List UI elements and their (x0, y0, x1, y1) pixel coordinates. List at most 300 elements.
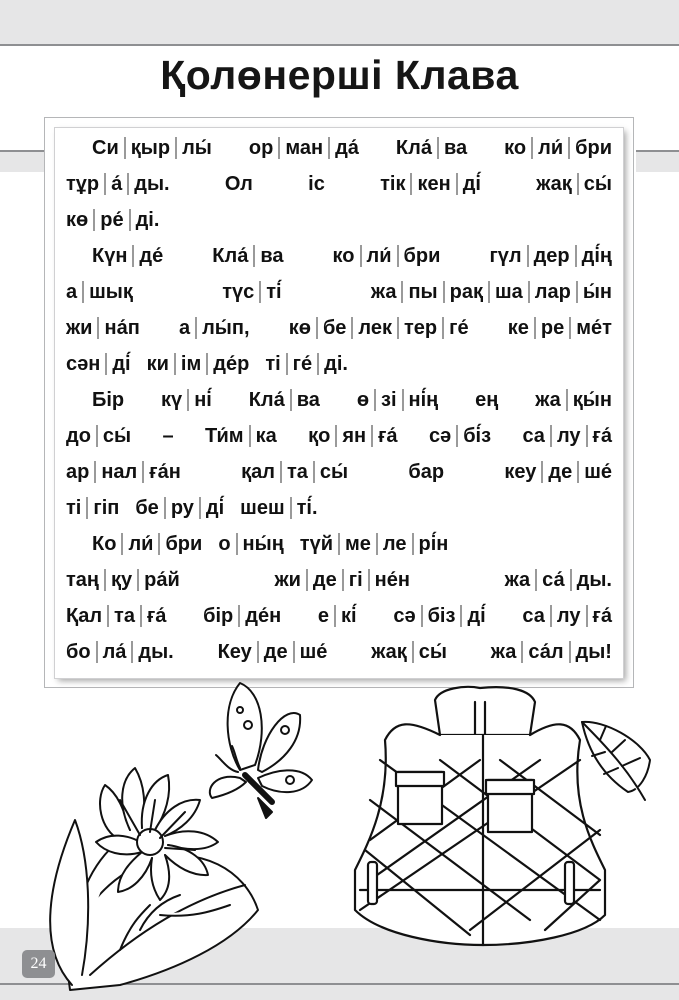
syllable: іс (308, 173, 325, 195)
syllable: дер (533, 245, 570, 267)
syllable: қу (111, 569, 133, 591)
word (522, 418, 612, 454)
syllable-divider (253, 245, 255, 267)
word (92, 526, 202, 562)
syllable: ді́ң (581, 245, 612, 267)
syllable-divider (316, 317, 318, 339)
word (408, 454, 444, 490)
text-line (66, 274, 612, 310)
word (66, 634, 174, 670)
syllable-divider (335, 425, 337, 447)
syllable: ле (382, 533, 407, 555)
page-number: 24 (22, 950, 55, 978)
word (504, 130, 612, 166)
syllable: на́п (104, 317, 140, 339)
word (508, 310, 612, 346)
syllable: ман (285, 137, 324, 159)
syllable-divider (158, 533, 160, 555)
syllable-divider (527, 245, 529, 267)
syllable-divider (94, 461, 96, 483)
syllable-divider (140, 605, 142, 627)
syllable: түй (299, 533, 333, 555)
syllable: ар (66, 461, 90, 483)
syllable: ті (66, 497, 82, 519)
syllable: сә (393, 605, 416, 627)
syllable: шеш (240, 497, 285, 519)
word (380, 166, 481, 202)
syllable-divider (96, 641, 98, 663)
syllable: ді́ (112, 353, 131, 375)
syllable: кі́ (341, 605, 357, 627)
syllable: Кла́ (395, 137, 432, 159)
syllable: Ти́м (205, 425, 244, 447)
word (161, 382, 212, 418)
syllable-divider (397, 317, 399, 339)
syllable: да́ (335, 137, 359, 159)
syllable: ы́н (582, 281, 612, 303)
syllable: ті́. (296, 497, 318, 519)
syllable-divider (127, 173, 129, 195)
syllable: Ол (224, 173, 253, 195)
syllable: қо (308, 425, 331, 447)
syllable: жи (274, 569, 301, 591)
syllable: сы́ (102, 425, 132, 447)
illustrations (0, 670, 679, 1000)
syllable-divider (374, 389, 376, 411)
syllable-divider (376, 533, 378, 555)
syllable: түс (222, 281, 255, 303)
top-rule (0, 44, 679, 46)
syllable: таң (66, 569, 99, 591)
syllable: де́н (245, 605, 282, 627)
side-band-right (636, 150, 679, 172)
syllable-divider (257, 641, 259, 663)
syllable: жи (66, 317, 93, 339)
syllable: бри (403, 245, 441, 267)
word (66, 274, 133, 310)
syllable: са (522, 605, 545, 627)
word (147, 346, 250, 382)
text-line (66, 598, 612, 634)
syllable: кү (161, 389, 183, 411)
syllable: тік (380, 173, 406, 195)
syllable: ды. (576, 569, 612, 591)
word (66, 490, 119, 526)
syllable: ді. (135, 209, 160, 231)
syllable: лы́ (182, 137, 212, 159)
word (92, 382, 124, 418)
syllable: ды. (138, 641, 174, 663)
word (203, 598, 281, 634)
syllable-divider (442, 317, 444, 339)
reading-text (66, 130, 612, 670)
word (66, 418, 131, 454)
word (241, 454, 348, 490)
text-line (66, 562, 612, 598)
word (66, 310, 140, 346)
syllable-divider (443, 281, 445, 303)
syllable: лек (358, 317, 392, 339)
syllable: ді́ (467, 605, 486, 627)
syllable: бі́з (463, 425, 492, 447)
syllable: ді́ (462, 173, 481, 195)
word (66, 166, 170, 202)
word (66, 562, 180, 598)
syllable-divider (412, 641, 414, 663)
syllable-divider (96, 425, 98, 447)
syllable-divider (397, 245, 399, 267)
word (249, 382, 320, 418)
syllable: ге́ (292, 353, 313, 375)
syllable: жақ (371, 641, 407, 663)
syllable-divider (421, 605, 423, 627)
text-line (66, 526, 612, 562)
page-title: Қолөнерші Клава (160, 52, 519, 98)
syllable-divider (456, 425, 458, 447)
syllable-divider (575, 245, 577, 267)
syllable-divider (86, 497, 88, 519)
syllable-divider (586, 605, 588, 627)
text-line (66, 346, 612, 382)
syllable: лы́п, (202, 317, 250, 339)
syllable-divider (107, 605, 109, 627)
syllable: ра́й (144, 569, 180, 591)
word (66, 598, 166, 634)
syllable: ко (504, 137, 527, 159)
syllable: ме́т (576, 317, 612, 339)
syllable: ки (146, 353, 169, 375)
syllable: – (162, 425, 174, 447)
syllable-divider (437, 137, 439, 159)
word (218, 634, 328, 670)
syllable: бір (203, 605, 234, 627)
side-band-left (0, 150, 44, 172)
word (289, 310, 469, 346)
syllable-divider (97, 317, 99, 339)
vest-drawing (355, 687, 605, 945)
syllable-divider (124, 137, 126, 159)
word (212, 238, 283, 274)
syllable: кен (417, 173, 451, 195)
syllable-divider (164, 497, 166, 519)
syllable-divider (238, 605, 240, 627)
syllable-divider (368, 569, 370, 591)
syllable: о (218, 533, 231, 555)
syllable-divider (550, 605, 552, 627)
syllable: ке (507, 317, 529, 339)
syllable: ға́ (146, 605, 167, 627)
syllable-divider (456, 173, 458, 195)
syllable-divider (576, 281, 578, 303)
syllable-divider (82, 281, 84, 303)
syllable: ні́ң (408, 389, 439, 411)
syllable: сы́ (319, 461, 349, 483)
text-line (66, 490, 612, 526)
word (357, 382, 438, 418)
syllable: сы́ (418, 641, 447, 663)
syllable: ко (332, 245, 355, 267)
word (92, 238, 163, 274)
syllable-divider (137, 569, 139, 591)
word (429, 418, 491, 454)
text-line (66, 382, 612, 418)
syllable-divider (568, 137, 570, 159)
syllable: ны́ң (242, 533, 284, 555)
syllable-divider (402, 389, 404, 411)
syllable: гіп (93, 497, 120, 519)
syllable: сы́ (583, 173, 612, 195)
syllable-divider (131, 641, 133, 663)
word (225, 166, 253, 202)
syllable-divider (338, 533, 340, 555)
syllable-divider (293, 641, 295, 663)
syllable: ды. (134, 173, 170, 195)
word (274, 562, 410, 598)
syllable-divider (401, 281, 403, 303)
word (135, 490, 224, 526)
syllable-divider (175, 137, 177, 159)
leaf-drawing (582, 722, 650, 800)
syllable-divider (306, 569, 308, 591)
word (491, 634, 612, 670)
syllable: Кла́ (248, 389, 285, 411)
syllable: Қал (66, 605, 103, 627)
word (66, 346, 131, 382)
syllable: Си (92, 137, 119, 159)
syllable: ша (494, 281, 523, 303)
syllable: ли́ (128, 533, 154, 555)
syllable-divider (236, 533, 238, 555)
syllable-divider (104, 569, 106, 591)
text-line (66, 238, 612, 274)
syllable: ва (296, 389, 320, 411)
syllable: ға́ (592, 605, 612, 627)
syllable: зі (381, 389, 397, 411)
word (371, 634, 447, 670)
text-line (66, 418, 612, 454)
syllable-divider (569, 641, 571, 663)
syllable: ді. (324, 353, 348, 375)
syllable: ла́ (102, 641, 127, 663)
syllable-divider (121, 533, 123, 555)
word (371, 274, 612, 310)
syllable: сә (428, 425, 452, 447)
syllable: бри (575, 137, 612, 159)
syllable: пы (408, 281, 438, 303)
syllable: рақ (449, 281, 483, 303)
syllable: са́ (542, 569, 565, 591)
syllable-divider (577, 173, 579, 195)
syllable-divider (105, 353, 107, 375)
syllable-divider (206, 353, 208, 375)
syllable: Ко (92, 533, 117, 555)
syllable-divider (460, 605, 462, 627)
syllable: жа (504, 569, 531, 591)
syllable-divider (569, 317, 571, 339)
syllable-divider (104, 173, 106, 195)
word (163, 418, 174, 454)
syllable: ді́ (205, 497, 225, 519)
word (318, 598, 357, 634)
syllable: жа (370, 281, 397, 303)
syllable-divider (570, 569, 572, 591)
syllable: ме (345, 533, 371, 555)
syllable: до (66, 425, 91, 447)
syllable-divider (174, 353, 176, 375)
syllable: ли́ (538, 137, 564, 159)
syllable-divider (488, 281, 490, 303)
syllable: лар (534, 281, 571, 303)
syllable: лу (556, 605, 581, 627)
word (308, 418, 397, 454)
syllable: Кеу (217, 641, 252, 663)
syllable: қал (241, 461, 275, 483)
word (504, 454, 612, 490)
flower-drawing (50, 768, 258, 990)
syllable: тұр (66, 173, 100, 195)
syllable: нал (101, 461, 138, 483)
syllable: де (263, 641, 288, 663)
syllable: сән (66, 353, 101, 375)
syllable: ө (356, 389, 370, 411)
syllable-divider (328, 137, 330, 159)
syllable-divider (577, 461, 579, 483)
syllable: Күн (92, 245, 128, 267)
syllable-divider (342, 569, 344, 591)
syllable: ті (265, 353, 281, 375)
syllable: ян (342, 425, 367, 447)
syllable-divider (541, 461, 543, 483)
syllable: ті́ (266, 281, 282, 303)
syllable: кеу (504, 461, 537, 483)
syllable-divider (199, 497, 201, 519)
syllable: кө (66, 209, 89, 231)
text-line (66, 634, 612, 670)
syllable: а (178, 317, 191, 339)
syllable: ға́ (378, 425, 398, 447)
text-line (66, 202, 612, 238)
word (222, 274, 281, 310)
word (489, 238, 612, 274)
syllable: ли́ (366, 245, 392, 267)
syllable: бо (66, 641, 91, 663)
syllable: де́ (139, 245, 164, 267)
syllable-divider (412, 533, 414, 555)
syllable-divider (278, 137, 280, 159)
word (393, 598, 485, 634)
syllable: ім (180, 353, 202, 375)
word (396, 130, 467, 166)
syllable-divider (566, 389, 568, 411)
word (179, 310, 250, 346)
syllable-divider (317, 353, 319, 375)
syllable-divider (531, 137, 533, 159)
text-line (66, 454, 612, 490)
syllable: қыр (130, 137, 171, 159)
syllable-divider (535, 569, 537, 591)
syllable-divider (195, 317, 197, 339)
syllable: жа (490, 641, 517, 663)
syllable: қы́н (572, 389, 612, 411)
syllable: ва (443, 137, 468, 159)
syllable-divider (249, 425, 251, 447)
text-line (66, 166, 612, 202)
syllable: са (522, 425, 545, 447)
word (66, 454, 181, 490)
syllable-divider (360, 245, 362, 267)
word (66, 202, 159, 238)
syllable-divider (290, 389, 292, 411)
syllable: та (286, 461, 308, 483)
syllable: бар (408, 461, 445, 483)
syllable-divider (534, 317, 536, 339)
syllable: ні́ (194, 389, 212, 411)
syllable-divider (142, 461, 144, 483)
syllable-divider (521, 641, 523, 663)
word (522, 598, 612, 634)
syllable: бе (135, 497, 159, 519)
syllable: а́ (111, 173, 123, 195)
syllable-divider (187, 389, 189, 411)
syllable: не́н (374, 569, 410, 591)
word (536, 166, 612, 202)
syllable: де (548, 461, 573, 483)
word (218, 526, 283, 562)
syllable: гүл (489, 245, 522, 267)
syllable: ге́ (449, 317, 469, 339)
syllable-divider (286, 353, 288, 375)
syllable-divider (93, 209, 95, 231)
syllable: ең (475, 389, 499, 411)
syllable-divider (280, 461, 282, 483)
syllable: де (312, 569, 337, 591)
syllable: ру (170, 497, 194, 519)
syllable: лу (556, 425, 581, 447)
syllable-divider (528, 281, 530, 303)
top-band (0, 0, 679, 44)
syllable: ше́ (584, 461, 612, 483)
syllable-divider (351, 317, 353, 339)
word (265, 346, 348, 382)
word (300, 526, 449, 562)
syllable-divider (371, 425, 373, 447)
word (92, 130, 212, 166)
syllable-divider (129, 209, 131, 231)
syllable: жақ (536, 173, 572, 195)
syllable: ды! (575, 641, 612, 663)
syllable: бе (322, 317, 347, 339)
word (535, 382, 612, 418)
syllable: ше́ (299, 641, 328, 663)
word (505, 562, 612, 598)
syllable-divider (410, 173, 412, 195)
word (308, 166, 325, 202)
text-line (66, 130, 612, 166)
syllable: Кла́ (212, 245, 249, 267)
syllable: ор (248, 137, 274, 159)
syllable: жа (535, 389, 561, 411)
syllable: е (317, 605, 330, 627)
text-line (66, 310, 612, 346)
syllable: де́р (213, 353, 250, 375)
word (205, 418, 277, 454)
syllable: ға́ (592, 425, 612, 447)
syllable: гі (348, 569, 363, 591)
syllable: рі́н (418, 533, 449, 555)
syllable-divider (313, 461, 315, 483)
syllable-divider (259, 281, 261, 303)
syllable-divider (132, 245, 134, 267)
